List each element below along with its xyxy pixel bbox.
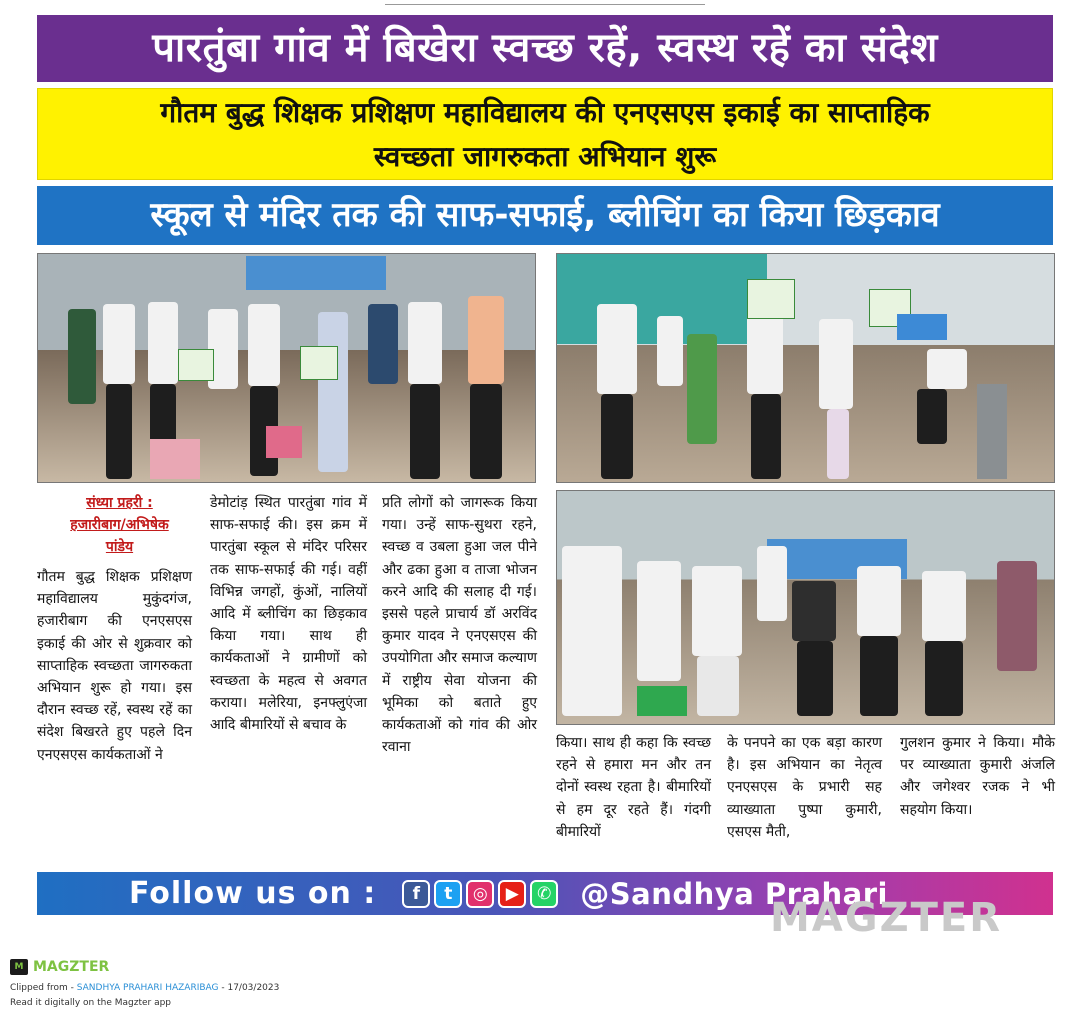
facebook-icon[interactable]: f (402, 880, 430, 908)
photo-sweeping-street (556, 490, 1055, 725)
photo-group-volunteers (37, 253, 536, 483)
article-column-3: प्रति लोगों को जागरूक किया गया। उन्हें साफ-सुथरा रहने, स्वच्छ व उबला हुआ जल पीने और ढका हुआ व ताजा भोजन करने आदि की सलाह दी गई। इससे पहले प्राचार्य डॉ अरविंद कुमार यादव ने एनएसएस की उपयोगिता और समाज कल्याण में राष्ट्रीय सेवा योजना की भूमिका को बताते हुए कार्यकताओं को गांव की ओर रवाना (382, 495, 537, 756)
sub-headline (37, 88, 1053, 180)
main-headline: पारतुंबा गांव में बिखेरा स्वच्छ रहें, स्वस्थ रहें का संदेश (37, 15, 1053, 82)
article-column-4: किया। साथ ही कहा कि स्वच्छ रहने से हमारा मन और तन दोनों स्वस्थ रहता है। बीमारियों से हम दूर रहते हैं। गंदगी बीमारियों (556, 735, 711, 840)
read-app-note: Read it digitally on the Magzter app (10, 998, 172, 1008)
byline-line1: संध्या प्रहरी : (86, 495, 153, 511)
box (150, 439, 200, 479)
placard (178, 349, 214, 381)
deck-headline: स्कूल से मंदिर तक की साफ-सफाई, ब्लीचिंग का किया छिड़काव (37, 186, 1053, 245)
byline-line2: हजारीबाग/अभिषेक (70, 517, 169, 533)
photo-banner (897, 314, 947, 340)
placard (300, 346, 338, 380)
sub-headline-line1: गौतम बुद्ध शिक्षक प्रशिक्षण महाविद्यालय की एनएसएस इकाई का साप्ताहिक (160, 96, 930, 129)
drain (977, 384, 1007, 479)
bucket (266, 426, 302, 458)
sub-headline-line2: स्वच्छता जागरुकता अभियान शुरू (373, 140, 717, 173)
article-column-2: डेमोटांड़ स्थित पारतुंबा गांव में साफ-सफाई की। इस क्रम में पारतुंबा स्कूल से मंदिर परिसर तक साफ-सफाई की गई। वहीं विभिन्न जगहों, कुंओं, नालियों आदि में ब्लीचिंग का छिड़काव किया गया। साथ ही कार्यकताओं ने ग्रामीणों को स्वच्छता के महत्व से अवगत कराया। मलेरिया, इनफ्लुएंजा आदि बीमारियों से बचाव के (210, 495, 367, 734)
social-handle: @Sandhya Prahari (580, 876, 888, 911)
photo-banner (246, 256, 386, 290)
placard (747, 279, 795, 319)
article-column-5: के पनपने का एक बड़ा कारण है। इस अभियान का नेतृत्व एनएसएस के प्रभारी सह व्याख्याता पुष्पा कुमारी, एसएस मैती, (727, 735, 882, 840)
follow-us-label: Follow us on : (129, 876, 377, 911)
magzter-logo[interactable] (10, 959, 109, 975)
photo-cleaning-drain (556, 253, 1055, 483)
bucket (637, 686, 687, 716)
instagram-icon[interactable]: ◎ (466, 880, 494, 908)
magzter-logo-text: MAGZTER (33, 959, 110, 975)
magzter-watermark: MAGZTER (770, 895, 1003, 941)
publication-link[interactable]: SANDHYA PRAHARI HAZARIBAG (76, 983, 219, 993)
social-icons (402, 880, 558, 908)
twitter-icon[interactable]: t (434, 880, 462, 908)
youtube-icon[interactable]: ▶ (498, 880, 526, 908)
clip-date: - 17/03/2023 (218, 983, 280, 993)
top-rule (385, 4, 705, 5)
clip-prefix: Clipped from - (10, 983, 77, 993)
clip-info (10, 983, 279, 993)
magzter-logo-icon: M (10, 959, 28, 975)
article-column-6: गुलशन कुमार ने किया। मौके पर व्याख्याता कुमारी अंजलि और जगेश्वर रजक ने भी सहयोग किया। (900, 735, 1055, 818)
whatsapp-icon[interactable]: ✆ (530, 880, 558, 908)
byline-line3: पांडेय (105, 539, 134, 555)
article-column-1: गौतम बुद्ध शिक्षक प्रशिक्षण महाविद्यालय मुकुंदगंज, हजारीबाग की एनएसएस इकाई की ओर से शुक्रवार को साप्ताहिक स्वच्छता जागरुकता अभियान शुरू हो गया। इस दौरान स्वच्छ रहें, स्वस्थ रहें का संदेश बिखरते हुए पहले दिन एनएसएस कार्यकताओं ने (37, 569, 192, 763)
byline (37, 492, 202, 558)
